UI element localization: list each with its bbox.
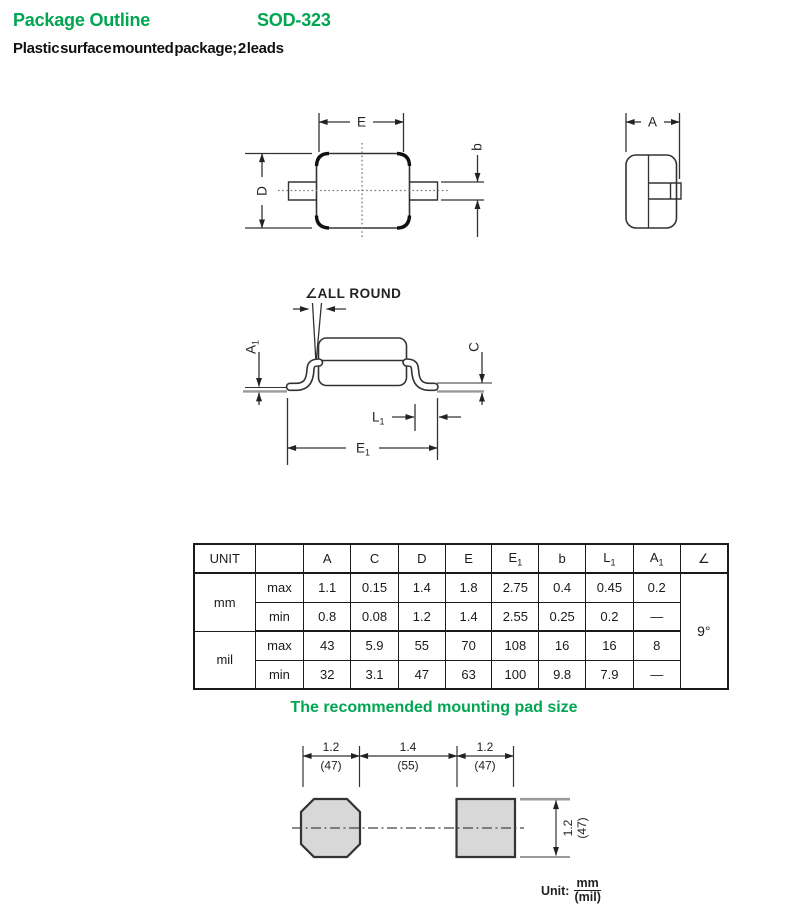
dim-label-C: C <box>466 342 482 352</box>
side-view-drawing <box>243 286 492 465</box>
value-cell: 16 <box>586 631 634 660</box>
dim-label-L1: $L_1$ <box>372 409 385 427</box>
unit-label: Unit: <box>541 883 570 898</box>
package-outline-drawing <box>0 95 798 540</box>
mounting-pad-heading: The recommended mounting pad size <box>290 699 578 716</box>
pad-dim-right-mil: (47) <box>474 758 496 773</box>
all-round-label: ∠ALL ROUND <box>305 286 402 301</box>
mounting-pad-drawing <box>0 735 798 895</box>
dim-label-A: A <box>647 114 658 130</box>
value-cell: 32 <box>304 660 351 689</box>
value-cell: 0.2 <box>633 573 680 602</box>
package-body-end <box>626 155 677 228</box>
value-cell: 0.25 <box>539 602 586 631</box>
col-header-A1: $A_1$ <box>633 544 680 573</box>
pad-height-mm: 1.2 <box>561 819 575 837</box>
col-header-b: b <box>539 544 586 573</box>
value-cell: — <box>633 660 680 689</box>
dimension-table <box>193 543 729 690</box>
top-view-drawing <box>245 113 485 238</box>
value-cell: 100 <box>492 660 539 689</box>
gullwing-lead-right <box>407 363 435 387</box>
value-cell: 63 <box>445 660 492 689</box>
col-header-C: C <box>351 544 399 573</box>
value-cell: 70 <box>445 631 492 660</box>
value-cell: 1.2 <box>398 602 445 631</box>
unit-cell-mm: mm <box>194 573 255 631</box>
pad-dim-center-mm: 1.4 <box>399 740 417 754</box>
col-header-angle: ∠ <box>680 544 728 573</box>
pad-dim-right-mm: 1.2 <box>476 740 494 754</box>
unit-note <box>541 877 601 904</box>
package-name: SOD-323 <box>257 10 331 30</box>
value-cell: 1.1 <box>304 573 351 602</box>
value-cell: 0.15 <box>351 573 399 602</box>
limit-cell: max <box>255 631 304 660</box>
dim-A1 <box>243 340 287 405</box>
page-title: Package Outline <box>13 10 151 30</box>
value-cell: 8 <box>633 631 680 660</box>
unit-numerator: mm <box>576 876 599 890</box>
value-cell: 2.75 <box>492 573 539 602</box>
dim-label-E1: $E_1$ <box>356 440 371 458</box>
dim-label-E: E <box>356 114 367 130</box>
dim-C <box>437 342 492 405</box>
value-cell: 2.55 <box>492 602 539 631</box>
unit-fraction <box>574 877 600 904</box>
limit-cell: max <box>255 573 304 602</box>
package-description: Plastic surface mounted package; 2 leads <box>13 40 284 57</box>
dim-label-D: D <box>254 186 270 196</box>
value-cell: 0.08 <box>351 602 399 631</box>
col-header-A: A <box>304 544 351 573</box>
dim-label-b: b <box>469 143 485 151</box>
angle-value-cell: 9° <box>680 573 728 689</box>
value-cell: 9.8 <box>539 660 586 689</box>
unit-cell-mil: mil <box>194 631 255 689</box>
value-cell: 0.4 <box>539 573 586 602</box>
dim-E <box>319 113 404 152</box>
col-header-D: D <box>398 544 445 573</box>
col-header-blank <box>255 544 304 573</box>
value-cell: 5.9 <box>351 631 399 660</box>
dim-L1 <box>372 398 461 460</box>
limit-cell: min <box>255 602 304 631</box>
pad-dim-left-mil: (47) <box>320 758 342 773</box>
col-header-E: E <box>445 544 492 573</box>
value-cell: 1.4 <box>398 573 445 602</box>
pad-dim-center-mil: (55) <box>397 758 419 773</box>
unit-denominator: (mil) <box>574 890 601 905</box>
table-row-mm-min <box>194 602 728 631</box>
pad-height-mil: (47) <box>575 817 589 839</box>
value-cell: — <box>633 602 680 631</box>
pad-height-dimension <box>520 799 589 857</box>
value-cell: 0.2 <box>586 602 634 631</box>
value-cell: 43 <box>304 631 351 660</box>
col-header-unit: UNIT <box>194 544 255 573</box>
gullwing-lead-left <box>290 363 319 387</box>
end-view-drawing <box>626 113 681 228</box>
table-header-row <box>194 544 728 573</box>
table-row-mil-max <box>194 631 728 660</box>
value-cell: 7.9 <box>586 660 634 689</box>
value-cell: 1.4 <box>445 602 492 631</box>
col-header-E1: $E_1$ <box>492 544 539 573</box>
pad-dim-left-mm: 1.2 <box>322 740 340 754</box>
package-body-side <box>319 338 407 386</box>
value-cell: 108 <box>492 631 539 660</box>
value-cell: 0.8 <box>304 602 351 631</box>
value-cell: 1.8 <box>445 573 492 602</box>
col-header-L1: $L_1$ <box>586 544 634 573</box>
limit-cell: min <box>255 660 304 689</box>
value-cell: 55 <box>398 631 445 660</box>
dim-label-A1: $A_1$ <box>243 339 261 355</box>
value-cell: 0.45 <box>586 573 634 602</box>
value-cell: 47 <box>398 660 445 689</box>
table-row-mil-min <box>194 660 728 689</box>
value-cell: 16 <box>539 631 586 660</box>
table-row-mm-max <box>194 573 728 602</box>
value-cell: 3.1 <box>351 660 399 689</box>
